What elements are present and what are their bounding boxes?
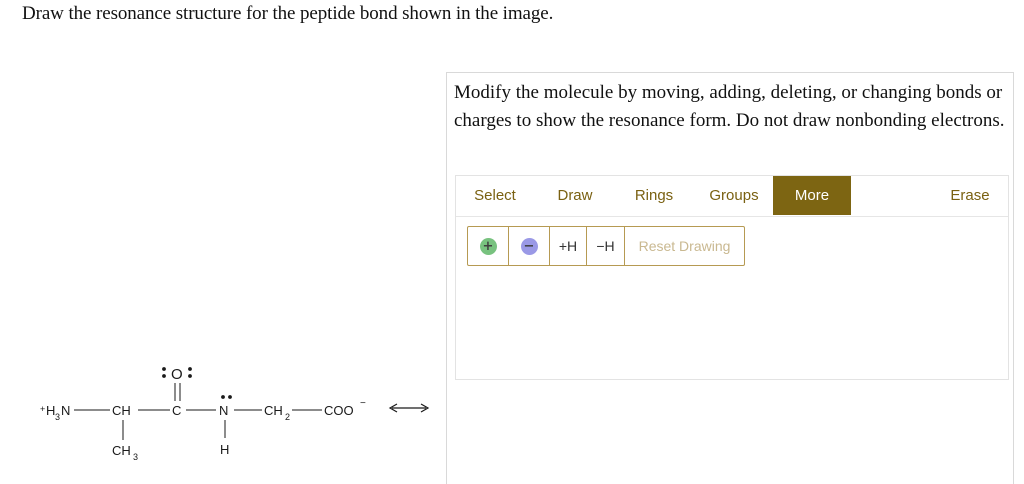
ch2-subscript: 2 [285,412,291,422]
methyl-subscript: 3 [133,452,139,462]
amide-h: H [220,442,230,457]
drawing-toolbar [455,175,1009,380]
ammonium-subscript: 3 [55,412,61,422]
add-negative-charge-button[interactable] [509,227,550,265]
peptide-structure [0,360,440,480]
ammonium-n: N [61,403,71,418]
minus-charge-icon: − [521,238,538,255]
lone-pair-dot [188,367,192,371]
tab-groups[interactable]: Groups [709,187,759,204]
reset-drawing-button[interactable]: Reset Drawing [638,238,731,254]
plus-charge-icon: + [480,238,497,255]
lone-pair-dot [228,395,232,399]
lone-pair-dot [188,374,192,378]
tab-select[interactable]: Select [474,187,516,204]
ammonium-h: H [46,403,56,418]
lone-pair-dot [221,395,225,399]
amide-n: N [219,403,229,418]
tabs-divider [456,216,1008,217]
ch2-group: CH [264,403,283,418]
alpha-ch: CH [112,403,131,418]
carbonyl-o: O [171,366,183,383]
tab-rings[interactable]: Rings [634,187,674,204]
tab-more[interactable]: More [773,176,851,215]
ammonium-charge: + [40,404,46,414]
carbonyl-c: C [172,403,182,418]
lone-pair-dot [162,374,166,378]
methyl-ch: CH [112,443,131,458]
tab-erase[interactable]: Erase [950,187,990,204]
add-positive-charge-button[interactable] [468,227,509,265]
lone-pair-dot [162,367,166,371]
instructions-text: Modify the molecule by moving, adding, deleting, or changing bonds or charges to show the resonance form. Do not draw nonbonding electrons. [454,82,1005,131]
add-hydrogen-button[interactable]: +H [550,227,587,265]
more-subtools [467,226,745,266]
carboxylate-group: COO [324,403,354,418]
remove-hydrogen-button[interactable]: −H [587,227,625,265]
carboxylate-charge: − [360,398,366,409]
drawing-panel [446,72,1014,484]
tool-tabs [456,176,1008,216]
tab-draw[interactable]: Draw [557,187,593,204]
question-text: Draw the resonance structure for the peptide bond shown in the image. [22,3,554,24]
